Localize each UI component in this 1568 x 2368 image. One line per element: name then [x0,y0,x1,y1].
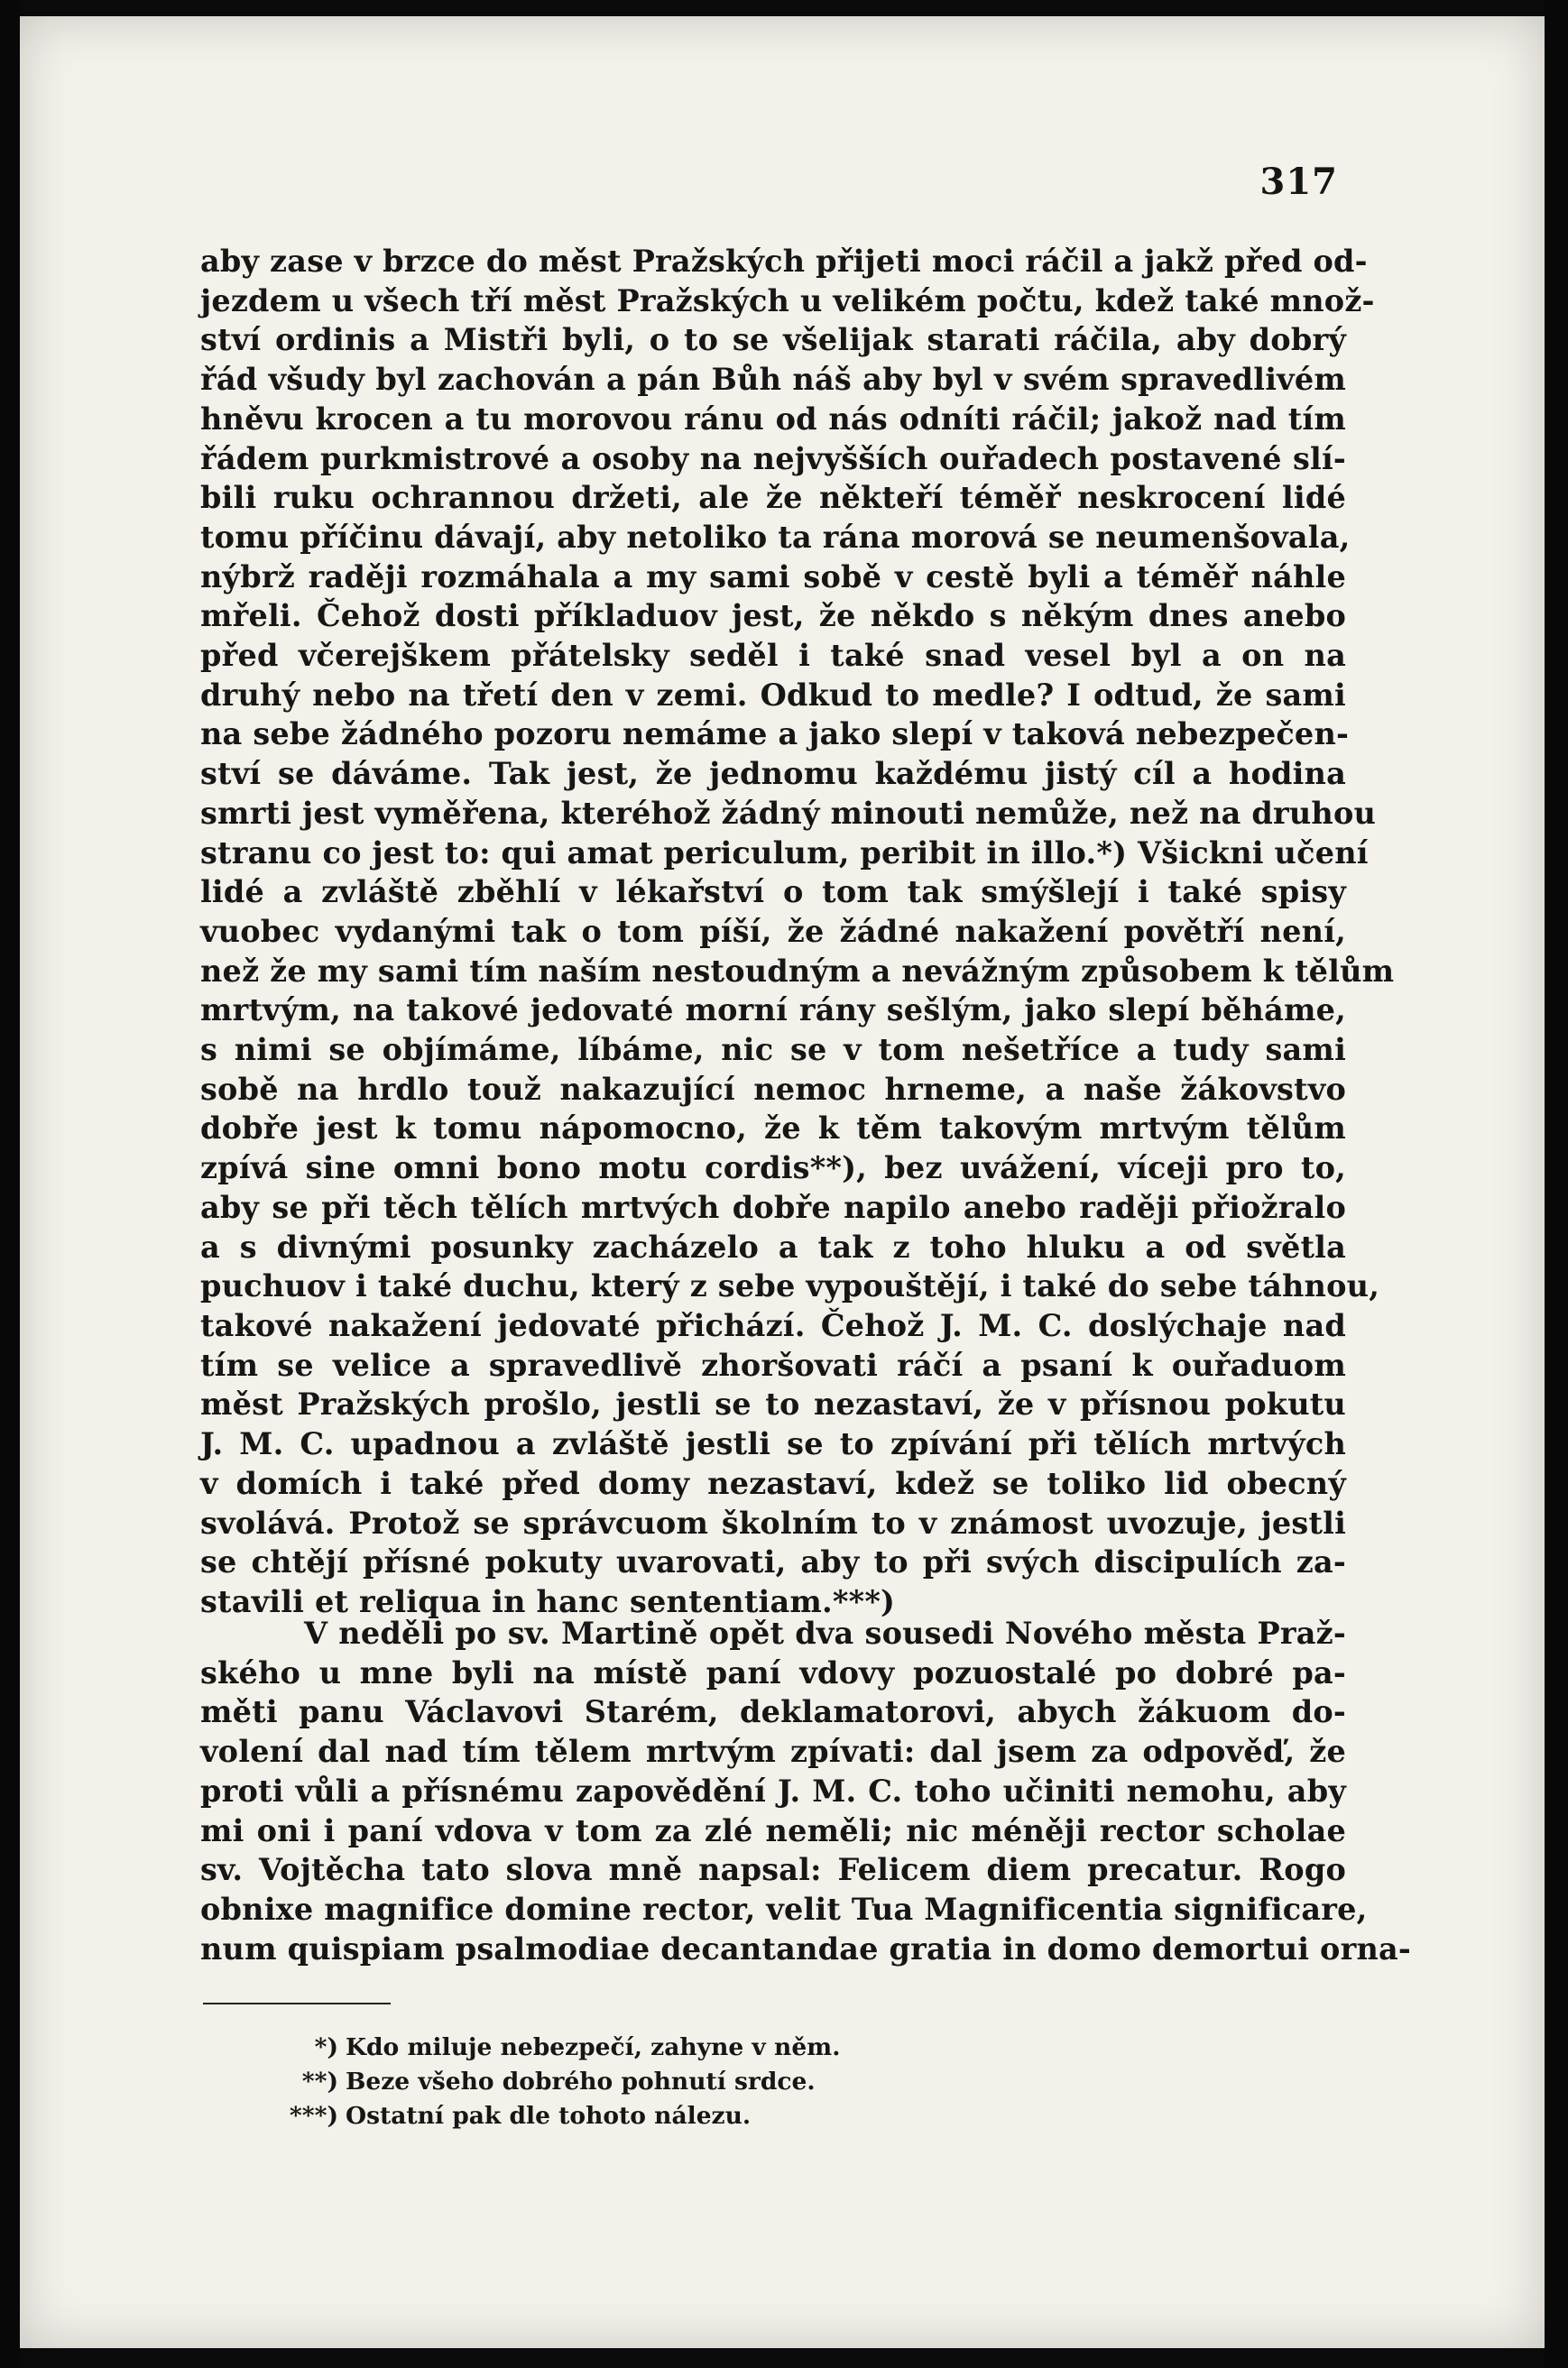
text-line: lidé a zvláště zběhlí v lékařství o tom tak smýšlejí i také spisy [200,874,1346,910]
text-line: puchuov i také duchu, který z sebe vypouštějí, i také do sebe táhnou, [200,1268,1380,1304]
text-line: proti vůli a přísnému zapovědění J. M. C. toho učiniti nemohu, aby [200,1773,1346,1809]
text-line: tím se velice a spravedlivě zhoršovati ráčí a psaní k ouřaduom [200,1347,1346,1383]
text-line: bili ruku ochrannou držeti, ale že někteří téměř neskrocení lidé [200,480,1346,516]
paragraph-2 [200,1614,1412,1968]
footnote-mark: **) [301,2068,338,2096]
text-line: a s divnými posunky zacházelo a tak z toho hluku a od světla [200,1229,1346,1265]
text-line: mřeli. Čehož dosti příkladuov jest, že někdo s někým dnes anebo [200,598,1346,634]
page-number: 317 [1259,161,1338,203]
text-line: řád všudy byl zachován a pán Bůh náš aby byl v svém spravedlivém [200,362,1346,398]
text-line: jezdem u všech tří měst Pražských u velikém počtu, kdež také množ- [200,282,1375,318]
text-line: sv. Vojtěcha tato slova mně napsal: Felicem diem precatur. Rogo [200,1852,1346,1888]
footnote-text: Beze všeho dobrého pohnutí srdce. [346,2068,816,2096]
text-line: mi oni i paní vdova v tom za zlé neměli; nic méněji rector scholae [200,1812,1346,1848]
paragraph-1 [200,242,1395,1622]
text-line: na sebe žádného pozoru nemáme a jako slepí v taková nebezpečen- [200,716,1350,752]
text-line: svolává. Protož se správcuom školním to v známost uvozuje, jestli [200,1505,1346,1541]
text-line: obnixe magnifice domine rector, velit Tua Magnificentia significare, [200,1891,1368,1927]
footnotes [275,2031,840,2133]
text-line: ského u mne byli na místě paní vdovy pozuostalé po dobré pa- [200,1654,1346,1691]
text-line: před včerejškem přátelsky seděl i také snad vesel byl a on na [200,638,1346,674]
text-line: vuobec vydanými tak o tom píší, že žádné nakažení povětří není, [200,913,1346,949]
text-line: druhý nebo na třetí den v zemi. Odkud to medle? I odtud, že sami [200,677,1346,713]
text-line: měti panu Václavovi Starém, deklamatorovi, abych žákuom do- [200,1694,1346,1730]
text-line: aby se při těch tělích mrtvých dobře napilo anebo raději přiožralo [200,1189,1346,1225]
scan-border-left [0,0,20,2368]
text-line: num quispiam psalmodiae decantandae gratia in domo demortui orna- [200,1930,1412,1967]
text-line: takové nakažení jedovaté přichází. Čehož J. M. C. doslýchaje nad [200,1307,1346,1343]
footnote-divider [203,2003,391,2004]
text-line: dobře jest k tomu nápomocno, že k těm takovým mrtvým tělům [200,1110,1346,1147]
footnote [275,2065,840,2099]
text-line: se chtějí přísné pokuty uvarovati, aby to při svých discipulích za- [200,1544,1346,1580]
text-line: zpívá sine omni bono motu cordis**), bez uvážení, víceji pro to, [200,1150,1346,1186]
text-line: než že my sami tím naším nestoudným a nevážným způsobem k tělům [200,953,1395,989]
text-line: J. M. C. upadnou a zvláště jestli se to zpívání při tělích mrtvých [200,1426,1346,1462]
text-line: měst Pražských prošlo, jestli se to nezastaví, že v přísnou pokutu [200,1387,1346,1423]
text-line: stranu co jest to: qui amat periculum, peribit in illo.*) Všickni učení [200,834,1369,871]
text-line: v domích i také před domy nezastaví, kdež se toliko lid obecný [200,1465,1346,1501]
footnote-text: Kdo miluje nebezpečí, zahyne v něm. [346,2033,841,2061]
footnote [275,2031,840,2065]
text-line: řádem purkmistrové a osoby na nejvyšších ouřadech postavené slí- [200,440,1346,476]
footnote-mark: ***) [289,2102,338,2130]
text-line: V neděli po sv. Martině opět dva sousedi Nového města Praž- [304,1616,1346,1651]
footnote [275,2099,840,2133]
text-line: ství ordinis a Mistři byli, o to se všelijak starati ráčila, aby dobrý [200,322,1346,358]
text-line: sobě na hrdlo touž nakazující nemoc hrneme, a naše žákovstvo [200,1071,1346,1107]
text-line: s nimi se objímáme, líbáme, nic se v tom nešetříce a tudy sami [200,1032,1346,1068]
text-line: smrti jest vyměřena, kteréhož žádný minouti nemůže, než na druhou [200,795,1377,831]
text-line: ství se dáváme. Tak jest, že jednomu každému jistý cíl a hodina [200,756,1346,792]
text-line: hněvu krocen a tu morovou ránu od nás odníti ráčil; jakož nad tím [200,401,1346,437]
text-line: mrtvým, na takové jedovaté morní rány sešlým, jako slepí běháme, [200,992,1346,1028]
text-line: tomu příčinu dávají, aby netoliko ta rána morová se neumenšovala, [200,519,1351,555]
text-line: volení dal nad tím tělem mrtvým zpívati: dal jsem za odpověď, že [200,1734,1346,1770]
text-line: aby zase v brzce do měst Pražských přijeti moci ráčil a jakž před od- [200,244,1368,279]
footnote-mark: *) [314,2033,338,2061]
scan-border-right [1545,0,1568,2368]
footnote-text: Ostatní pak dle tohoto nálezu. [346,2102,752,2130]
text-line: nýbrž raději rozmáhala a my sami sobě v cestě byli a téměř náhle [200,558,1346,594]
text-line: stavili et reliqua in hanc sententiam.***) [200,1583,896,1619]
